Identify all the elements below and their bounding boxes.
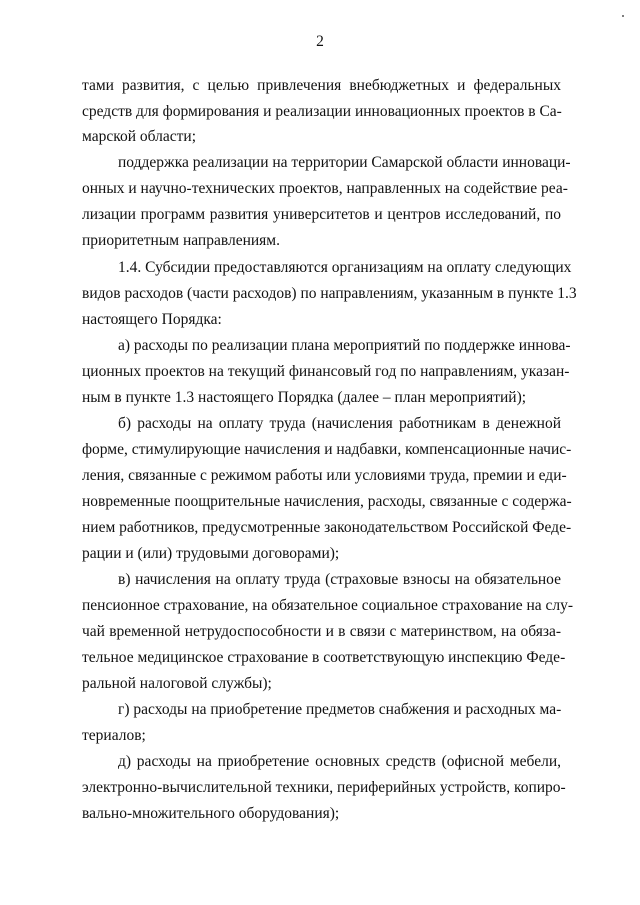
text-line: лизации программ развития университетов и центров исследований, по	[82, 206, 561, 223]
text-line: приоритетным направлениям.	[82, 232, 280, 249]
text-line: ционных проектов на текущий финансовый год по направлениям, указан-	[82, 363, 570, 380]
text-line: электронно-вычислительной техники, периферийных устройств, копиро-	[82, 779, 566, 796]
scan-speck	[622, 15, 624, 17]
text-line: средств для формирования и реализации инновационных проектов в Са-	[82, 103, 562, 120]
text-line: чай временной нетрудоспособности и в связи с материнством, на обяза-	[82, 623, 561, 640]
paragraph-first-line: 1.4. Субсидии предоставляются организациям на оплату следующих	[118, 259, 572, 276]
text-line: нием работников, предусмотренные законодательством Российской Феде-	[82, 519, 572, 536]
text-line: тами развития, с целью привлечения внебюджетных и федеральных	[82, 77, 561, 94]
paragraph-first-line: г) расходы на приобретение предметов снабжения и расходных ма-	[118, 701, 562, 718]
text-line: пенсионное страхование, на обязательное социальное страхование на слу-	[82, 597, 574, 614]
text-line: ления, связанные с режимом работы или условиями труда, премии и еди-	[82, 467, 567, 484]
text-line: новременные поощрительные начисления, расходы, связанные с содержа-	[82, 493, 572, 510]
text-line: ральной налоговой службы);	[82, 675, 272, 692]
text-line: тельное медицинское страхование в соответствующую инспекцию Феде-	[82, 649, 566, 666]
paragraph-first-line: поддержка реализации на территории Самарской области инноваци-	[118, 154, 571, 171]
text-line: онных и научно-технических проектов, направленных на содействие реа-	[82, 180, 568, 197]
text-line: рации и (или) трудовыми договорами);	[82, 545, 340, 562]
paragraph-first-line: в) начисления на оплату труда (страховые взносы на обязательное	[118, 571, 561, 588]
text-line: вально-множительного оборудования);	[82, 805, 340, 822]
paragraph-first-line: а) расходы по реализации плана мероприятий по поддержке иннова-	[118, 337, 571, 354]
text-line: ным в пункте 1.3 настоящего Порядка (далее – план мероприятий);	[82, 389, 527, 406]
text-line: настоящего Порядка:	[82, 311, 222, 328]
text-line: видов расходов (части расходов) по направлениям, указанным в пункте 1.3	[82, 285, 577, 302]
text-line: териалов;	[82, 727, 146, 744]
text-line: марской области;	[82, 128, 196, 145]
paragraph-first-line: б) расходы на оплату труда (начисления работникам в денежной	[118, 415, 561, 432]
paragraph-first-line: д) расходы на приобретение основных средств (офисной мебели,	[118, 753, 561, 770]
page-number: 2	[316, 33, 324, 50]
text-line: форме, стимулирующие начисления и надбавки, компенсационные начис-	[82, 441, 572, 458]
